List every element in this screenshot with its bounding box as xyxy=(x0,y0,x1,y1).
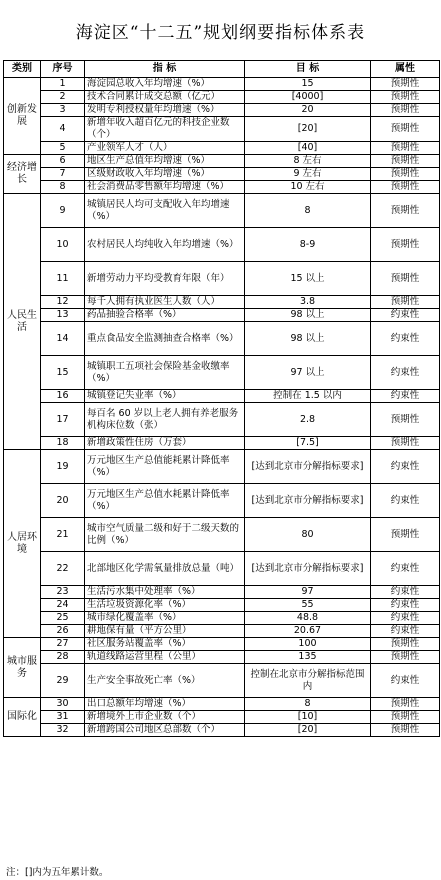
indicator-name: 北部地区化学需氧量排放总量（吨） xyxy=(85,552,245,586)
target-value: 3.8 xyxy=(245,296,371,309)
target-value: 2.8 xyxy=(245,403,371,437)
attribute-value: 预期性 xyxy=(371,296,440,309)
target-value: 控制在北京市分解指标范围内 xyxy=(245,664,371,698)
table-header-row xyxy=(4,61,440,78)
table-row xyxy=(4,262,440,296)
indicator-name: 每千人拥有执业医生人数（人） xyxy=(85,296,245,309)
category-cell: 经济增长 xyxy=(4,155,41,194)
attribute-value: 约束性 xyxy=(371,586,440,599)
table-row xyxy=(4,181,440,194)
target-value: 97 以上 xyxy=(245,356,371,390)
row-number: 8 xyxy=(41,181,85,194)
indicator-name: 耕地保有量（平方公里） xyxy=(85,625,245,638)
page-title: 海淀区“十二五”规划纲要指标体系表 xyxy=(75,23,366,43)
row-number: 1 xyxy=(41,78,85,91)
row-number: 16 xyxy=(41,390,85,403)
table-row xyxy=(4,91,440,104)
row-number: 21 xyxy=(41,518,85,552)
indicator-name: 轨道线路运营里程（公里） xyxy=(85,651,245,664)
table-row xyxy=(4,638,440,651)
target-value: 15 以上 xyxy=(245,262,371,296)
table-row xyxy=(4,724,440,737)
attribute-value: 约束性 xyxy=(371,612,440,625)
header-target: 目 标 xyxy=(245,61,371,78)
indicator-name: 区级财政收入年均增速（%） xyxy=(85,168,245,181)
row-number: 3 xyxy=(41,104,85,117)
attribute-value: 预期性 xyxy=(371,91,440,104)
row-number: 27 xyxy=(41,638,85,651)
category-cell: 人民生活 xyxy=(4,194,41,450)
indicator-name: 城镇居民人均可支配收入年均增速（%） xyxy=(85,194,245,228)
attribute-value: 预期性 xyxy=(371,181,440,194)
indicator-name: 新增年收入超百亿元的科技企业数（个） xyxy=(85,117,245,142)
target-value: [40] xyxy=(245,142,371,155)
row-number: 28 xyxy=(41,651,85,664)
attribute-value: 约束性 xyxy=(371,356,440,390)
target-value: [4000] xyxy=(245,91,371,104)
attribute-value: 预期性 xyxy=(371,117,440,142)
row-number: 6 xyxy=(41,155,85,168)
row-number: 13 xyxy=(41,309,85,322)
attribute-value: 约束性 xyxy=(371,450,440,484)
target-value: 100 xyxy=(245,638,371,651)
table-row xyxy=(4,390,440,403)
indicator-name: 药品抽验合格率（%） xyxy=(85,309,245,322)
target-value: 98 以上 xyxy=(245,322,371,356)
attribute-value: 预期性 xyxy=(371,638,440,651)
target-value: [20] xyxy=(245,117,371,142)
attribute-value: 预期性 xyxy=(371,168,440,181)
table-row xyxy=(4,518,440,552)
attribute-value: 预期性 xyxy=(371,142,440,155)
table-row xyxy=(4,155,440,168)
attribute-value: 约束性 xyxy=(371,625,440,638)
target-value: 80 xyxy=(245,518,371,552)
table-row xyxy=(4,309,440,322)
attribute-value: 预期性 xyxy=(371,228,440,262)
indicator-name: 出口总额年均增速（%） xyxy=(85,698,245,711)
table-row xyxy=(4,450,440,484)
indicator-name: 万元地区生产总值水耗累计降低率（%） xyxy=(85,484,245,518)
table-row xyxy=(4,651,440,664)
indicator-name: 发明专利授权量年均增速（%） xyxy=(85,104,245,117)
row-number: 29 xyxy=(41,664,85,698)
indicator-name: 城市空气质量二级和好于二级天数的比例（%） xyxy=(85,518,245,552)
category-cell: 城市服务 xyxy=(4,638,41,698)
row-number: 18 xyxy=(41,437,85,450)
indicator-name: 地区生产总值年均增速（%） xyxy=(85,155,245,168)
row-number: 24 xyxy=(41,599,85,612)
attribute-value: 预期性 xyxy=(371,437,440,450)
table-row xyxy=(4,322,440,356)
indicator-name: 新增境外上市企业数（个） xyxy=(85,711,245,724)
target-value: 97 xyxy=(245,586,371,599)
target-value: 8 xyxy=(245,194,371,228)
attribute-value: 约束性 xyxy=(371,309,440,322)
category-cell: 国际化 xyxy=(4,698,41,737)
attribute-value: 预期性 xyxy=(371,78,440,91)
table-row xyxy=(4,228,440,262)
attribute-value: 预期性 xyxy=(371,262,440,296)
indicator-table xyxy=(3,60,440,737)
indicator-name: 产业领军人才（人） xyxy=(85,142,245,155)
target-value: [达到北京市分解指标要求] xyxy=(245,552,371,586)
target-value: 控制在 1.5 以内 xyxy=(245,390,371,403)
row-number: 4 xyxy=(41,117,85,142)
row-number: 5 xyxy=(41,142,85,155)
row-number: 26 xyxy=(41,625,85,638)
attribute-value: 约束性 xyxy=(371,322,440,356)
target-value: 98 以上 xyxy=(245,309,371,322)
table-row xyxy=(4,78,440,91)
target-value: [20] xyxy=(245,724,371,737)
indicator-name: 海淀园总收入年均增速（%） xyxy=(85,78,245,91)
attribute-value: 约束性 xyxy=(371,390,440,403)
table-row xyxy=(4,437,440,450)
indicator-name: 每百名 60 岁以上老人拥有养老服务机构床位数（张） xyxy=(85,403,245,437)
target-value: 135 xyxy=(245,651,371,664)
table-row xyxy=(4,403,440,437)
attribute-value: 预期性 xyxy=(371,518,440,552)
target-value: [7.5] xyxy=(245,437,371,450)
row-number: 17 xyxy=(41,403,85,437)
row-number: 20 xyxy=(41,484,85,518)
table-row xyxy=(4,612,440,625)
header-num: 序号 xyxy=(41,61,85,78)
table-row xyxy=(4,711,440,724)
target-value: 8-9 xyxy=(245,228,371,262)
table-row xyxy=(4,356,440,390)
table-row xyxy=(4,484,440,518)
attribute-value: 预期性 xyxy=(371,724,440,737)
attribute-value: 预期性 xyxy=(371,403,440,437)
indicator-name: 技术合同累计成交总额（亿元） xyxy=(85,91,245,104)
attribute-value: 约束性 xyxy=(371,552,440,586)
row-number: 22 xyxy=(41,552,85,586)
header-indicator: 指 标 xyxy=(85,61,245,78)
attribute-value: 约束性 xyxy=(371,664,440,698)
target-value: 8 左右 xyxy=(245,155,371,168)
attribute-value: 预期性 xyxy=(371,651,440,664)
table-row xyxy=(4,625,440,638)
indicator-name: 重点食品安全监测抽查合格率（%） xyxy=(85,322,245,356)
table-row xyxy=(4,586,440,599)
target-value: 9 左右 xyxy=(245,168,371,181)
attribute-value: 预期性 xyxy=(371,711,440,724)
row-number: 30 xyxy=(41,698,85,711)
row-number: 23 xyxy=(41,586,85,599)
row-number: 19 xyxy=(41,450,85,484)
target-value: 48.8 xyxy=(245,612,371,625)
row-number: 12 xyxy=(41,296,85,309)
row-number: 2 xyxy=(41,91,85,104)
row-number: 31 xyxy=(41,711,85,724)
row-number: 15 xyxy=(41,356,85,390)
category-cell: 创新发展 xyxy=(4,78,41,155)
table-row xyxy=(4,552,440,586)
target-value: 20.67 xyxy=(245,625,371,638)
indicator-name: 城镇职工五项社会保险基金收缴率（%） xyxy=(85,356,245,390)
row-number: 32 xyxy=(41,724,85,737)
target-value: [达到北京市分解指标要求] xyxy=(245,450,371,484)
indicator-name: 生活垃圾资源化率（%） xyxy=(85,599,245,612)
table-row xyxy=(4,168,440,181)
footnote: 注：[]内为五年累计数。 xyxy=(6,867,109,878)
indicator-name: 生活污水集中处理率（%） xyxy=(85,586,245,599)
indicator-name: 生产安全事故死亡率（%） xyxy=(85,664,245,698)
row-number: 10 xyxy=(41,228,85,262)
indicator-name: 社会消费品零售额年均增速（%） xyxy=(85,181,245,194)
indicator-name: 新增劳动力平均受教育年限（年） xyxy=(85,262,245,296)
attribute-value: 预期性 xyxy=(371,155,440,168)
target-value: [达到北京市分解指标要求] xyxy=(245,484,371,518)
row-number: 9 xyxy=(41,194,85,228)
header-attribute: 属性 xyxy=(371,61,440,78)
table-row xyxy=(4,698,440,711)
table-row xyxy=(4,194,440,228)
attribute-value: 预期性 xyxy=(371,194,440,228)
attribute-value: 约束性 xyxy=(371,484,440,518)
table-row xyxy=(4,599,440,612)
table-body xyxy=(4,78,440,737)
row-number: 11 xyxy=(41,262,85,296)
target-value: 10 左右 xyxy=(245,181,371,194)
target-value: 8 xyxy=(245,698,371,711)
indicator-name: 城镇登记失业率（%） xyxy=(85,390,245,403)
indicator-name: 新增跨国公司地区总部数（个） xyxy=(85,724,245,737)
row-number: 14 xyxy=(41,322,85,356)
attribute-value: 约束性 xyxy=(371,599,440,612)
target-value: 15 xyxy=(245,78,371,91)
row-number: 7 xyxy=(41,168,85,181)
table-row xyxy=(4,104,440,117)
indicator-name: 社区服务站覆盖率（%） xyxy=(85,638,245,651)
table-row xyxy=(4,142,440,155)
category-cell: 人居环境 xyxy=(4,450,41,638)
indicator-name: 城市绿化覆盖率（%） xyxy=(85,612,245,625)
target-value: [10] xyxy=(245,711,371,724)
indicator-name: 新增政策性住房（万套） xyxy=(85,437,245,450)
attribute-value: 预期性 xyxy=(371,698,440,711)
header-category: 类别 xyxy=(4,61,41,78)
table-row xyxy=(4,664,440,698)
target-value: 20 xyxy=(245,104,371,117)
table-row xyxy=(4,117,440,142)
target-value: 55 xyxy=(245,599,371,612)
indicator-name: 万元地区生产总值能耗累计降低率（%） xyxy=(85,450,245,484)
row-number: 25 xyxy=(41,612,85,625)
indicator-name: 农村居民人均纯收入年均增速（%） xyxy=(85,228,245,262)
table-row xyxy=(4,296,440,309)
attribute-value: 预期性 xyxy=(371,104,440,117)
